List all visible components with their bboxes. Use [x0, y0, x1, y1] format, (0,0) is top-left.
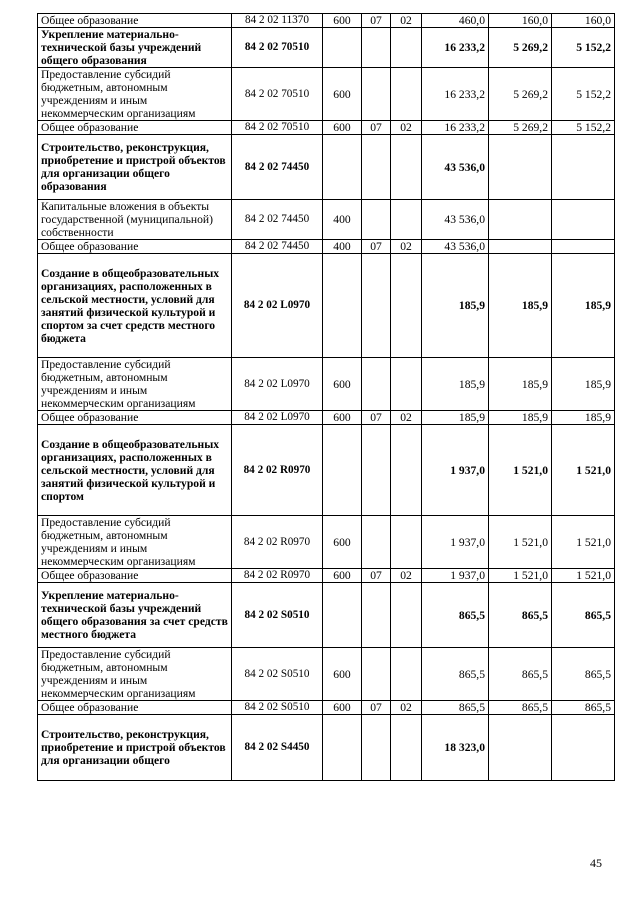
row-subsection: [391, 28, 422, 68]
row-amount-year-2: 5 269,2: [489, 121, 552, 135]
row-amount-year-2: [489, 240, 552, 254]
row-subsection: 02: [391, 569, 422, 583]
table-row: [38, 135, 615, 200]
row-code: 84 2 02 L0970: [232, 411, 323, 425]
table-row: [38, 701, 615, 715]
row-name: Общее образование: [38, 14, 232, 28]
row-code: 84 2 02 S0510: [232, 583, 323, 648]
row-subsection: [391, 358, 422, 411]
row-section: 07: [362, 240, 391, 254]
row-expense-type: 600: [323, 516, 362, 569]
table-row: [38, 200, 615, 240]
row-code: 84 2 02 L0970: [232, 358, 323, 411]
row-code: 84 2 02 R0970: [232, 569, 323, 583]
row-section: [362, 715, 391, 781]
row-amount-year-3: 5 152,2: [552, 68, 615, 121]
row-subsection: [391, 200, 422, 240]
row-name: Общее образование: [38, 411, 232, 425]
row-code: 84 2 02 70510: [232, 68, 323, 121]
row-amount-year-3: 1 521,0: [552, 569, 615, 583]
row-code: 84 2 02 S4450: [232, 715, 323, 781]
row-name: Укрепление материально-технической базы учреждений общего образования за счет средств местного бюджета: [38, 583, 232, 648]
row-name: Строительство, реконструкция, приобретение и пристрой объектов для организации общего образования: [38, 135, 232, 200]
table-row: [38, 68, 615, 121]
row-amount-year-2: 865,5: [489, 701, 552, 715]
row-subsection: [391, 135, 422, 200]
row-section: [362, 648, 391, 701]
row-expense-type: 400: [323, 200, 362, 240]
row-amount-year-1: 865,5: [422, 583, 489, 648]
row-amount-year-2: [489, 135, 552, 200]
row-subsection: 02: [391, 411, 422, 425]
row-amount-year-3: 5 152,2: [552, 121, 615, 135]
row-subsection: 02: [391, 121, 422, 135]
row-amount-year-3: 5 152,2: [552, 28, 615, 68]
row-code: 84 2 02 70510: [232, 121, 323, 135]
row-section: [362, 135, 391, 200]
table-body: [38, 14, 615, 781]
row-amount-year-2: 185,9: [489, 254, 552, 358]
row-section: 07: [362, 701, 391, 715]
row-amount-year-2: [489, 715, 552, 781]
table-row: [38, 254, 615, 358]
row-amount-year-2: 5 269,2: [489, 28, 552, 68]
row-amount-year-1: 43 536,0: [422, 240, 489, 254]
row-expense-type: [323, 135, 362, 200]
row-amount-year-1: 1 937,0: [422, 425, 489, 516]
row-amount-year-3: 185,9: [552, 358, 615, 411]
row-amount-year-3: [552, 200, 615, 240]
row-name: Общее образование: [38, 569, 232, 583]
row-expense-type: [323, 715, 362, 781]
row-amount-year-3: [552, 135, 615, 200]
row-amount-year-1: 185,9: [422, 411, 489, 425]
row-code: 84 2 02 70510: [232, 28, 323, 68]
row-code: 84 2 02 74450: [232, 135, 323, 200]
row-subsection: [391, 648, 422, 701]
row-amount-year-2: 1 521,0: [489, 425, 552, 516]
budget-table: [37, 13, 615, 781]
row-section: [362, 358, 391, 411]
row-name: Создание в общеобразовательных организациях, расположенных в сельской местности, условий для занятий физической культурой и спортом: [38, 425, 232, 516]
row-subsection: 02: [391, 240, 422, 254]
row-amount-year-2: 185,9: [489, 358, 552, 411]
row-amount-year-1: 16 233,2: [422, 121, 489, 135]
row-section: [362, 200, 391, 240]
row-amount-year-3: [552, 240, 615, 254]
row-section: [362, 425, 391, 516]
row-name: Общее образование: [38, 701, 232, 715]
row-name: Предоставление субсидий бюджетным, автономным учреждениям и иным некоммерческим организациям: [38, 516, 232, 569]
table-row: [38, 14, 615, 28]
row-amount-year-3: 1 521,0: [552, 516, 615, 569]
row-subsection: [391, 516, 422, 569]
row-code: 84 2 02 74450: [232, 240, 323, 254]
row-expense-type: 600: [323, 648, 362, 701]
table-row: [38, 28, 615, 68]
row-amount-year-3: 1 521,0: [552, 425, 615, 516]
row-amount-year-2: 160,0: [489, 14, 552, 28]
row-expense-type: [323, 425, 362, 516]
row-amount-year-1: 16 233,2: [422, 28, 489, 68]
row-name: Общее образование: [38, 240, 232, 254]
row-subsection: [391, 425, 422, 516]
row-subsection: [391, 254, 422, 358]
row-code: 84 2 02 S0510: [232, 648, 323, 701]
row-name: Общее образование: [38, 121, 232, 135]
page-number: 45: [590, 856, 602, 870]
table-row: [38, 583, 615, 648]
row-amount-year-3: [552, 715, 615, 781]
row-expense-type: 600: [323, 14, 362, 28]
row-code: 84 2 02 L0970: [232, 254, 323, 358]
row-amount-year-3: 185,9: [552, 411, 615, 425]
row-subsection: 02: [391, 14, 422, 28]
table-row: [38, 648, 615, 701]
row-amount-year-1: 1 937,0: [422, 569, 489, 583]
table-row: [38, 411, 615, 425]
row-expense-type: [323, 254, 362, 358]
row-amount-year-3: 185,9: [552, 254, 615, 358]
row-amount-year-1: 18 323,0: [422, 715, 489, 781]
table-row: [38, 121, 615, 135]
row-amount-year-1: 865,5: [422, 701, 489, 715]
row-code: 84 2 02 S0510: [232, 701, 323, 715]
row-section: 07: [362, 411, 391, 425]
row-expense-type: 600: [323, 701, 362, 715]
row-code: 84 2 02 74450: [232, 200, 323, 240]
row-amount-year-1: 43 536,0: [422, 135, 489, 200]
row-amount-year-2: [489, 200, 552, 240]
table-row: [38, 516, 615, 569]
row-section: [362, 254, 391, 358]
row-amount-year-3: 865,5: [552, 583, 615, 648]
row-expense-type: 600: [323, 569, 362, 583]
row-amount-year-2: 1 521,0: [489, 569, 552, 583]
row-section: [362, 583, 391, 648]
row-name: Строительство, реконструкция, приобретение и пристрой объектов для организации общего: [38, 715, 232, 781]
row-amount-year-1: 16 233,2: [422, 68, 489, 121]
row-name: Предоставление субсидий бюджетным, автономным учреждениям и иным некоммерческим организациям: [38, 358, 232, 411]
row-amount-year-3: 865,5: [552, 648, 615, 701]
row-section: [362, 28, 391, 68]
row-expense-type: 600: [323, 358, 362, 411]
row-amount-year-1: 865,5: [422, 648, 489, 701]
row-amount-year-2: 1 521,0: [489, 516, 552, 569]
table-row: [38, 425, 615, 516]
row-amount-year-1: 185,9: [422, 358, 489, 411]
row-amount-year-1: 43 536,0: [422, 200, 489, 240]
row-expense-type: 600: [323, 121, 362, 135]
row-expense-type: 600: [323, 411, 362, 425]
row-section: 07: [362, 569, 391, 583]
row-subsection: [391, 68, 422, 121]
row-expense-type: 400: [323, 240, 362, 254]
table-row: [38, 569, 615, 583]
row-name: Капитальные вложения в объекты государственной (муниципальной) собственности: [38, 200, 232, 240]
row-amount-year-1: 460,0: [422, 14, 489, 28]
row-expense-type: 600: [323, 68, 362, 121]
row-subsection: [391, 583, 422, 648]
row-subsection: 02: [391, 701, 422, 715]
row-amount-year-2: 865,5: [489, 583, 552, 648]
row-amount-year-3: 865,5: [552, 701, 615, 715]
row-amount-year-2: 5 269,2: [489, 68, 552, 121]
row-section: 07: [362, 121, 391, 135]
table-row: [38, 358, 615, 411]
row-expense-type: [323, 583, 362, 648]
row-amount-year-2: 185,9: [489, 411, 552, 425]
row-name: Создание в общеобразовательных организациях, расположенных в сельской местности, условий для занятий физической культурой и спортом за счет средств местного бюджета: [38, 254, 232, 358]
row-code: 84 2 02 R0970: [232, 516, 323, 569]
row-code: 84 2 02 11370: [232, 14, 323, 28]
row-amount-year-1: 185,9: [422, 254, 489, 358]
row-name: Укрепление материально-технической базы учреждений общего образования: [38, 28, 232, 68]
table-row: [38, 240, 615, 254]
row-section: 07: [362, 14, 391, 28]
row-name: Предоставление субсидий бюджетным, автономным учреждениям и иным некоммерческим организациям: [38, 648, 232, 701]
row-expense-type: [323, 28, 362, 68]
row-name: Предоставление субсидий бюджетным, автономным учреждениям и иным некоммерческим организациям: [38, 68, 232, 121]
row-section: [362, 68, 391, 121]
row-amount-year-1: 1 937,0: [422, 516, 489, 569]
row-amount-year-2: 865,5: [489, 648, 552, 701]
row-code: 84 2 02 R0970: [232, 425, 323, 516]
table-row: [38, 715, 615, 781]
row-amount-year-3: 160,0: [552, 14, 615, 28]
row-subsection: [391, 715, 422, 781]
row-section: [362, 516, 391, 569]
